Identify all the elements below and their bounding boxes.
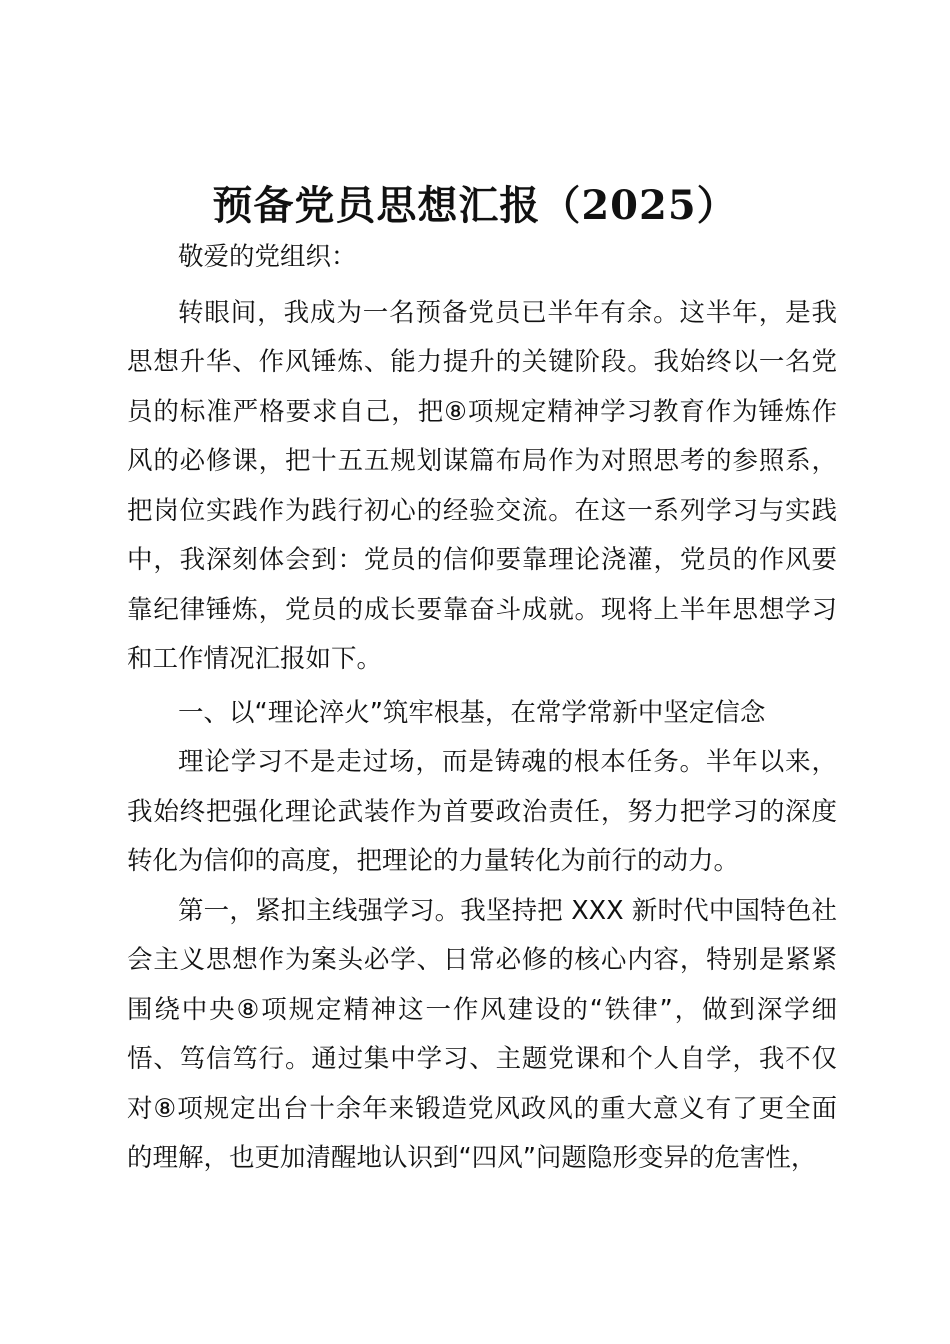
document-body xyxy=(127,233,837,1184)
document-title: 预备党员思想汇报（2025） xyxy=(212,182,738,229)
salutation: 敬爱的党组织： xyxy=(178,242,357,272)
section-1-paragraph-2: 第一，紧扣主线强学习。我坚持把 XXX 新时代中国特色社会主义思想作为案头必学、日常必修的核心内容，特别是紧紧围绕中央⑧项规定精神这一作风建设的“铁律”，做到深学细悟、笃信笃行。通过集中学习、主题党课和个人自学，我不仅对⑧项规定出台十余年来锻造党风政风的重大意义有了更全面的理解，也更加清醒地认识到“四风”问题隐形变异的危害性， xyxy=(127,895,837,1173)
intro-paragraph: 转眼间，我成为一名预备党员已半年有余。这半年，是我思想升华、作风锤炼、能力提升的关键阶段。我始终以一名党员的标准严格要求自己，把⑧项规定精神学习教育作为锤炼作风的必修课，把十五五规划谋篇布局作为对照思考的参照系，把岗位实践作为践行初心的经验交流。在这一系列学习与实践中，我深刻体会到：党员的信仰要靠理论浇灌，党员的作风要靠纪律锤炼，党员的成长要靠奋斗成就。现将上半年思想学习和工作情况汇报如下。 xyxy=(127,297,837,674)
section-heading-1: 一、以“理论淬火”筑牢根基，在常学常新中坚定信念 xyxy=(178,697,766,728)
section-1-paragraph-1: 理论学习不是走过场，而是铸魂的根本任务。半年以来，我始终把强化理论武装作为首要政治责任，努力把学习的深度转化为信仰的高度，把理论的力量转化为前行的动力。 xyxy=(127,747,837,876)
